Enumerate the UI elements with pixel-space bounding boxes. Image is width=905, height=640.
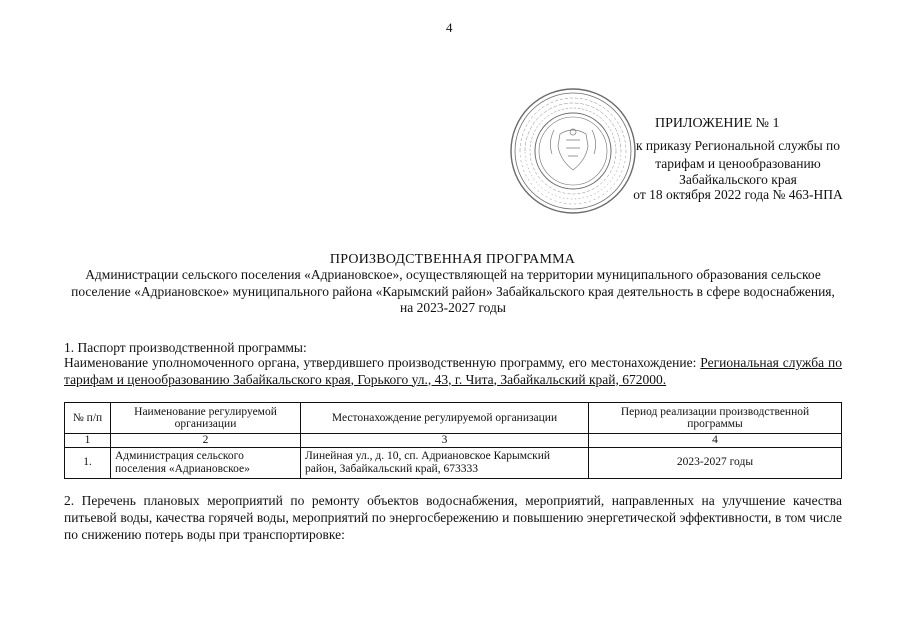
column-number: 1 [65, 434, 111, 448]
table-cell-number: 1. [65, 447, 111, 478]
table-cell-period: 2023-2027 годы [589, 447, 842, 478]
section-1-body [64, 355, 842, 388]
table-header-cell: Наименование регулируемой организации [111, 403, 301, 434]
appendix-order-line: тарифам и ценообразованию [655, 156, 821, 171]
document-title: ПРОИЗВОДСТВЕННАЯ ПРОГРАММА [329, 252, 576, 267]
table-header-cell: № п/п [65, 403, 111, 434]
authority-name-address: Региональная служба по тарифам и ценообразованию Забайкальского края, Горького ул., 43, г. Чита, Забайкальский край, 672000. [64, 355, 843, 387]
column-number: 3 [301, 434, 589, 448]
table-header-cell: Местонахождение регулируемой организации [301, 403, 589, 434]
column-number: 2 [111, 434, 301, 448]
authority-label: Наименование уполномоченного органа, утвердившего производственную программу, его местонахождение: [64, 355, 697, 370]
passport-table [64, 402, 842, 479]
table-row [65, 447, 842, 478]
appendix-order-line: к приказу Региональной службы по [635, 138, 841, 153]
section-2-body: 2. Перечень плановых мероприятий по ремонту объектов водоснабжения, мероприятий, направленных на улучшение качества питьевой воды, качества горячей воды, мероприятий по энергосбережению и повышению энергетической эффективности, в том числе по снижению потерь воды при транспортировке: [64, 493, 842, 542]
appendix-order-date: от 18 октября 2022 года № 463-НПА [633, 187, 843, 202]
appendix-title: ПРИЛОЖЕНИЕ № 1 [655, 116, 780, 131]
table-cell-organization: Администрация сельского поселения «Адриановское» [111, 447, 301, 478]
table-column-number-row [65, 434, 842, 448]
table-header-cell: Период реализации производственной программы [589, 403, 842, 434]
section-1-heading: 1. Паспорт производственной программы: [64, 340, 307, 355]
page-number: 4 [446, 20, 453, 35]
appendix-order-line: Забайкальского края [679, 172, 797, 187]
document-subtitle: Администрации сельского поселения «Адриановское», осуществляющей на территории муниципального образования сельское поселение «Адриановское» муниципального района «Карымский район» Забайкальского края деятельность в сфере водоснабжения, на 2023-2027 годы [71, 267, 835, 315]
column-number: 4 [589, 434, 842, 448]
table-cell-location: Линейная ул., д. 10, сп. Адриановское Карымский район, Забайкальский край, 673333 [301, 447, 589, 478]
table-header-row [65, 403, 842, 434]
